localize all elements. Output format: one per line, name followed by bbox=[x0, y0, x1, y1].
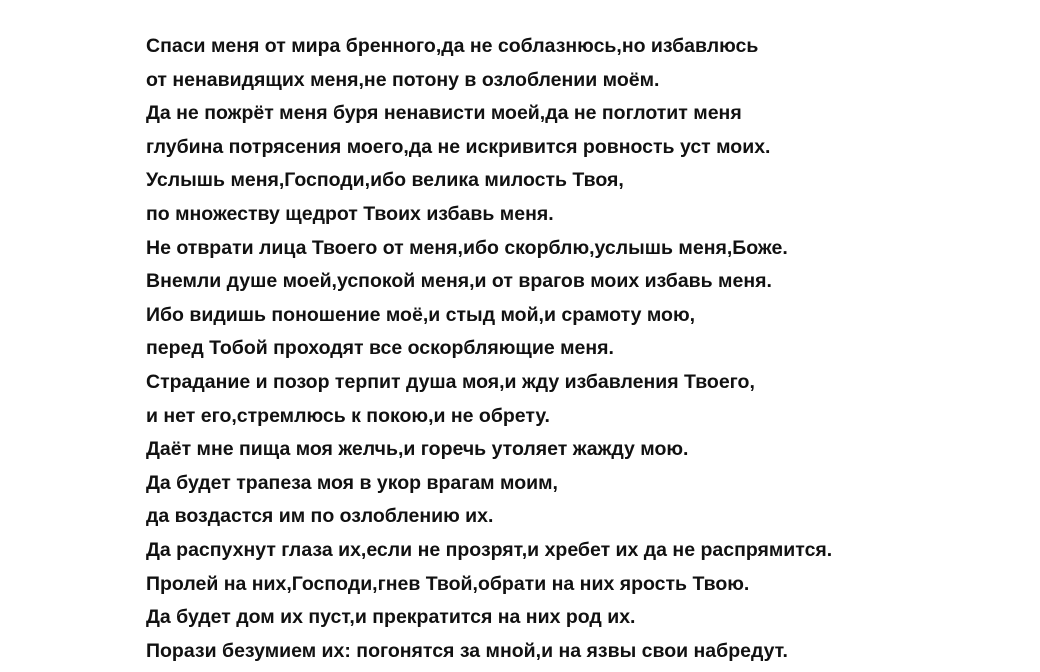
text-line: Пролей на них,Господи,гнев Твой,обрати на них ярость Твою. bbox=[146, 572, 750, 595]
text-line: да воздастся им по озлоблению их. bbox=[146, 505, 494, 528]
text-line: Страдание и позор терпит душа моя,и жду избавления Твоего, bbox=[146, 370, 755, 393]
text-line: и нет его,стремлюсь к покою,и не обрету. bbox=[146, 404, 550, 427]
text-line: Даёт мне пища моя желчь,и горечь утоляет жажду мою. bbox=[146, 438, 689, 461]
text-line: Да не пожрёт меня буря ненависти моей,да не поглотит меня bbox=[146, 102, 742, 125]
text-line: Не отврати лица Твоего от меня,ибо скорблю,услышь меня,Боже. bbox=[146, 236, 788, 259]
text-line: Услышь меня,Господи,ибо велика милость Твоя, bbox=[146, 169, 624, 192]
text-line: глубина потрясения моего,да не искривится ровность уст моих. bbox=[146, 135, 771, 158]
text-line: Спаси меня от мира бренного,да не соблазнюсь,но избавлюсь bbox=[146, 35, 759, 57]
text-line: по множеству щедрот Твоих избавь меня. bbox=[146, 202, 554, 225]
text-line: перед Тобой проходят все оскорбляющие меня. bbox=[146, 337, 614, 360]
text-line: Да будет дом их пуст,и прекратится на них род их. bbox=[146, 606, 636, 629]
text-line: Да будет трапеза моя в укор врагам моим, bbox=[146, 471, 558, 494]
prayer-text bbox=[146, 30, 1026, 668]
text-line: Да распухнут глаза их,если не прозрят,и хребет их да не распрямится. bbox=[146, 538, 833, 561]
text-line: Внемли душе моей,успокой меня,и от врагов моих избавь меня. bbox=[146, 270, 772, 293]
text-line: Ибо видишь поношение моё,и стыд мой,и срамоту мою, bbox=[146, 303, 696, 326]
text-line: от ненавидящих меня,не потону в озлоблении моём. bbox=[146, 68, 660, 91]
text-line: Порази безумием их: погонятся за мной,и на язвы свои набредут. bbox=[146, 639, 788, 662]
